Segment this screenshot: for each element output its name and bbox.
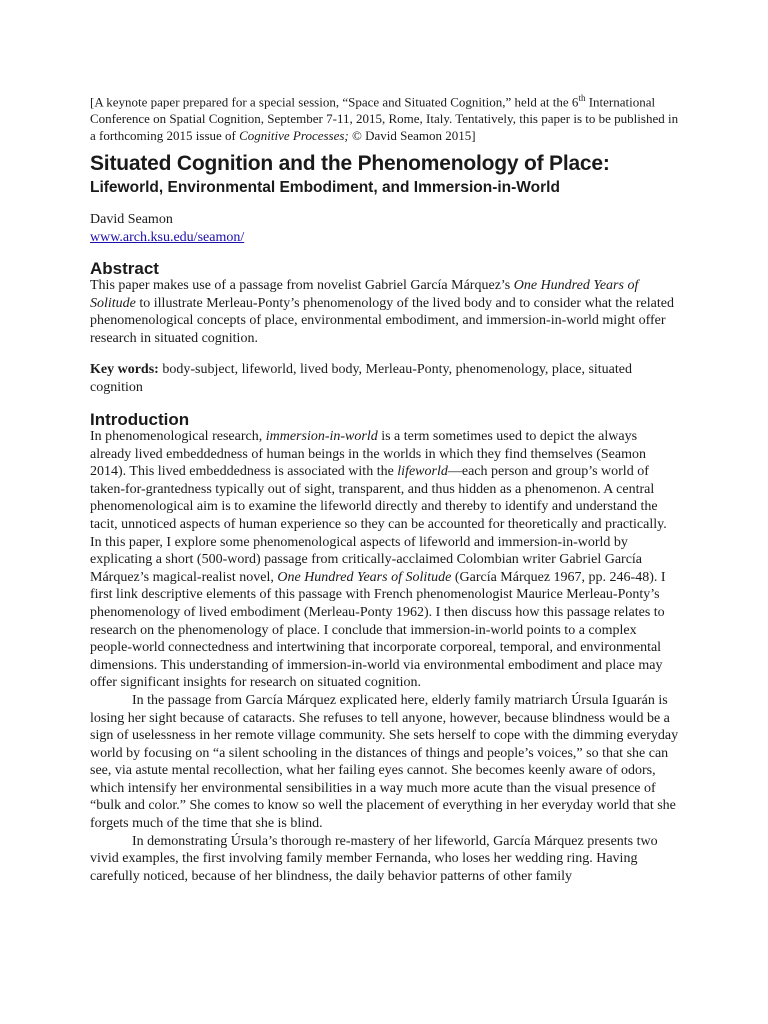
- paper-title: Situated Cognition and the Phenomenology of Place:: [90, 152, 610, 175]
- paper-subtitle: Lifeworld, Environmental Embodiment, and Immersion-in-World: [90, 179, 560, 196]
- note-text: International Conference on Spatial Cognition, September 7-11, 2015, Rome, Italy. Tentatively, this paper is to be published in a forthcoming 2015 issue of: [90, 94, 679, 144]
- book-title: One Hundred Years of Solitude: [90, 278, 639, 311]
- keywords-label: Key words:: [90, 362, 159, 377]
- introduction-body: [90, 428, 680, 885]
- paragraph: In demonstrating Úrsula’s thorough re-mastery of her lifeworld, García Márquez presents two vivid examples, the first involving family member Fernanda, who loses her wedding ring. Having carefully noticed, because of her blindness, the daily behavior patterns of other family: [90, 833, 658, 884]
- abstract-text: This paper makes use of a passage from novelist Gabriel García Márquez’s One Hundred Years of Solitude to illustrate Merleau-Ponty’s phenomenology of the lived body and to consider what the related phenomenological concepts of place, environmental embodiment, and immersion-in-world might offer research in situated cognition.: [90, 278, 674, 346]
- author-url-link[interactable]: www.arch.ksu.edu/seamon/: [90, 230, 245, 245]
- journal-name: Cognitive Processes;: [239, 128, 349, 144]
- keywords-list: body-subject, lifeworld, lived body, Merleau-Ponty, phenomenology, place, situated cognition: [90, 362, 632, 395]
- paragraph: In the passage from García Márquez explicated here, elderly family matriarch Úrsula Iguarán is losing her sight because of cataracts. She refuses to tell anyone, however, because blindness would be a sign of uselessness in her remote village community. She sets herself to cope with the dimming everyday world by focusing on “a silent schooling in the distances of things and people’s voices,” so that she can see, via astute mental recollection, what her failing eyes cannot. She becomes keenly aware of odors, which intensify her environmental sensibilities in a way much more acute than the visual presence of “bulk and color.” She comes to know so well the placement of everything in her everyday world that she forgets much of the time that she is blind.: [90, 692, 679, 832]
- note-text: [A keynote paper prepared for a special session, “Space and Situated Cognition,” held at the 6: [90, 94, 579, 110]
- publication-note: [90, 90, 680, 144]
- note-superscript: th: [578, 93, 586, 103]
- keywords: [90, 361, 680, 396]
- abstract-heading: Abstract: [90, 259, 159, 278]
- note-text: © David Seamon 2015]: [348, 128, 476, 144]
- paragraph: In phenomenological research, immersion-in-world is a term sometimes used to depict the always already lived embeddedness of human beings in the worlds in which they find themselves (Seamon 2014). This lived embeddedness is associated with the lifeworld—each person and group’s world of taken-for-grantedness typically out of sight, transparent, and thus hidden as a phenomenon. A central phenomenological aim is to examine the lifeworld directly and thereby to identify and understand the tacit, unnoticed aspects of human experience so they can be accounted for theoretically and practically. In this paper, I explore some phenomenological aspects of lifeworld and immersion-in-world by explicating a short (500-word) passage from critically-acclaimed Colombian writer Gabriel García Márquez’s magical-realist novel, One Hundred Years of Solitude (García Márquez 1967, pp. 246-48). I first link descriptive elements of this passage with French phenomenologist Maurice Merleau-Ponty’s phenomenology of lived embodiment (Merleau-Ponty 1962). I then discuss how this passage relates to research on the phenomenology of place. I conclude that immersion-in-world points to a complex people-world connectedness and intertwining that incorporate corporeal, temporal, and environmental dimensions. This understanding of immersion-in-world via environmental embodiment and place may offer significant insights for research on situated cognition.: [90, 429, 667, 691]
- author-name: David Seamon: [90, 212, 173, 227]
- introduction-heading: Introduction: [90, 410, 190, 429]
